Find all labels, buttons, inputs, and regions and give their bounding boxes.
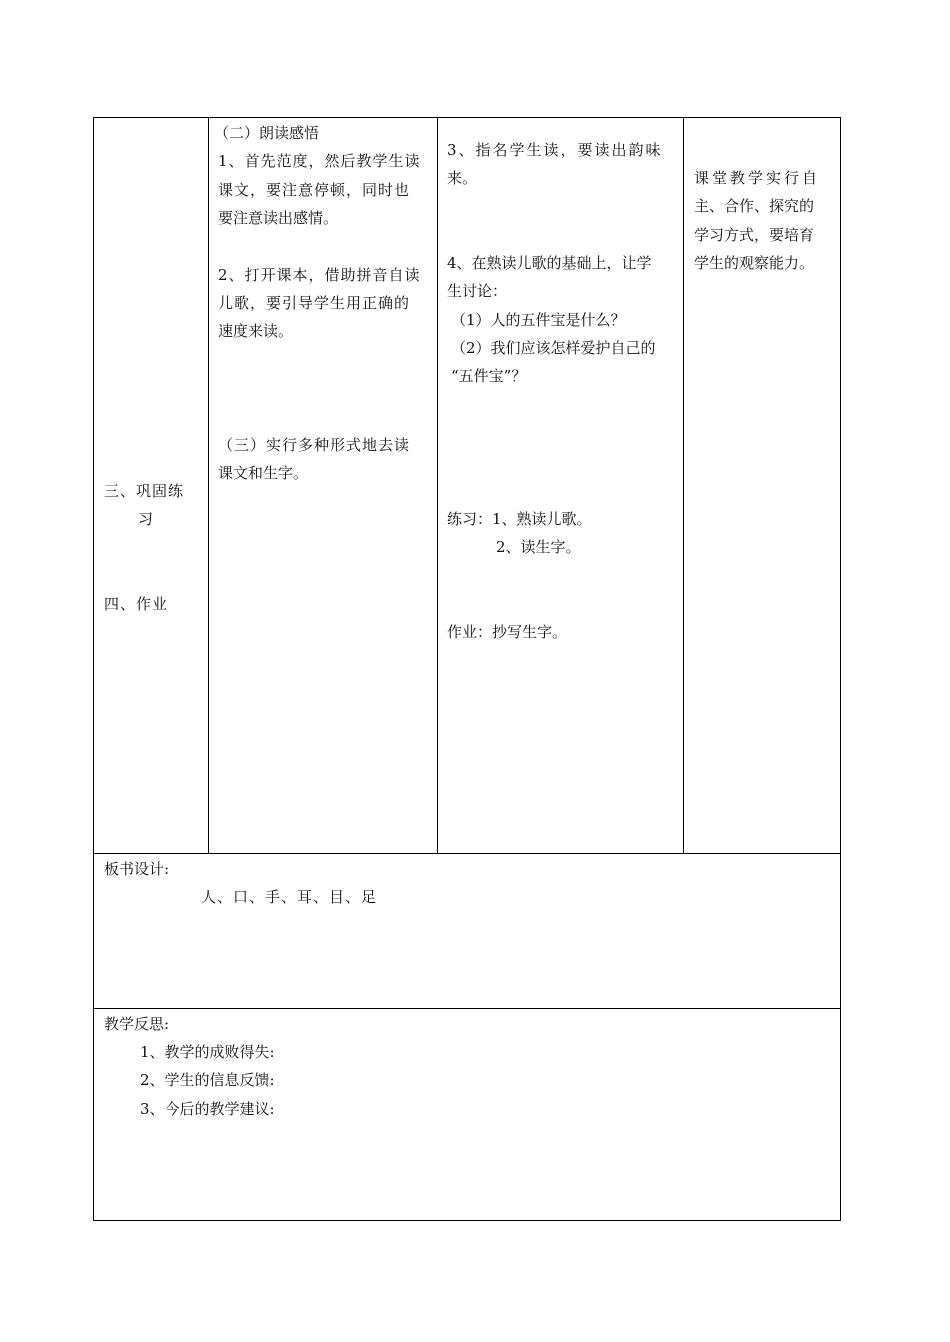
reflection-item-3: 3、今后的教学建议: (140, 1100, 275, 1118)
homework-line: 作业：抄写生字。 (447, 623, 568, 641)
intent-line-2: 主、合作、探究的 (694, 197, 815, 215)
discussion-question-1: （1）人的五件宝是什么？ (451, 311, 626, 329)
column-divider-1 (208, 117, 209, 854)
step-consolidation-practice: 三、巩固练 (104, 482, 185, 500)
column-divider-3 (683, 117, 684, 854)
teacher-item-1-line-2: 课文，要注意停顿，同时也 (218, 181, 411, 199)
step-consolidation-practice-cont: 习 (138, 510, 154, 528)
section-heading-varied-reading-line-2: 课文和生字。 (218, 464, 309, 482)
reflection-item-2: 2、学生的信息反馈: (140, 1071, 275, 1089)
step-homework: 四、作业 (104, 595, 169, 613)
row-divider-board (93, 853, 841, 854)
section-heading-varied-reading-line-1: （三）实行多种形式地去读 (218, 436, 411, 454)
student-item-3-line-2: 来。 (447, 169, 478, 187)
teacher-item-2-line-2: 儿歌，要引导学生用正确的 (218, 294, 411, 312)
table-border-right (840, 117, 841, 1221)
intent-line-1: 课堂教学实行自 (694, 169, 821, 187)
teacher-item-2-line-1: 2、打开课本，借助拼音自读 (218, 266, 421, 284)
row-divider-reflection (93, 1008, 841, 1009)
table-border-top (93, 117, 841, 118)
column-divider-2 (437, 117, 438, 854)
exercise-line-2: 2、读生字。 (496, 538, 581, 556)
table-border-left (93, 117, 94, 1221)
teacher-item-1-line-1: 1、首先范度，然后教学生读 (218, 152, 421, 170)
student-item-3-line-1: 3、指名学生读，要读出韵味 (447, 141, 663, 159)
intent-line-4: 学生的观察能力。 (694, 254, 815, 272)
discussion-question-2-line-1: （2）我们应该怎样爱护自己的 (451, 339, 656, 357)
student-item-4-line-2: 生讨论： (447, 282, 508, 300)
teacher-item-2-line-3: 速度来读。 (218, 322, 294, 340)
board-design-label: 板书设计: (104, 860, 170, 878)
intent-line-3: 学习方式，要培育 (694, 226, 815, 244)
reflection-item-1: 1、教学的成败得失: (140, 1043, 275, 1061)
section-heading-reading: （二）朗读感悟 (214, 124, 320, 142)
exercise-line-1: 练习：1、熟读儿歌。 (447, 510, 592, 528)
board-design-content: 人、口、手、耳、目、足 (201, 888, 378, 906)
teaching-reflection-label: 教学反思: (104, 1015, 170, 1033)
teacher-item-1-line-3: 要注意读出感情。 (218, 209, 339, 227)
student-item-4-line-1: 4、在熟读儿歌的基础上，让学 (447, 254, 652, 272)
discussion-question-2-line-2: “五件宝”？ (451, 367, 527, 385)
table-border-bottom (93, 1220, 841, 1221)
